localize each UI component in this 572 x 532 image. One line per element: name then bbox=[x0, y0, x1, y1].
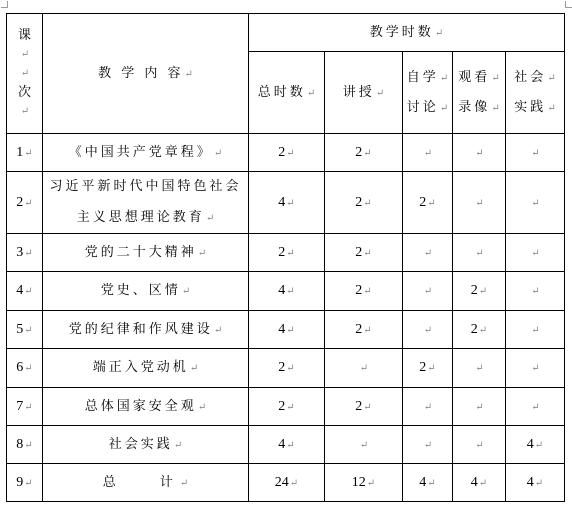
lecture-cell: 2↵ bbox=[325, 388, 403, 426]
social-practice-cell: 4↵ bbox=[506, 464, 565, 502]
social-practice-header: 社会↵ 实践↵ bbox=[506, 52, 565, 134]
lecture-header: 讲授↵ bbox=[325, 52, 403, 134]
social-practice-cell: ↵ bbox=[506, 234, 565, 272]
social-practice-cell: ↵ bbox=[506, 272, 565, 311]
lesson-number-cell: 9↵ bbox=[7, 464, 43, 502]
lesson-number-cell: 2↵ bbox=[7, 172, 43, 234]
hours-group-header: 教学时数↵ bbox=[249, 14, 565, 52]
lecture-cell: ↵ bbox=[325, 349, 403, 388]
lecture-cell: 2↵ bbox=[325, 311, 403, 349]
self-study-cell: ↵ bbox=[403, 388, 453, 426]
content-cell: 党的二十大精神↵ bbox=[43, 234, 249, 272]
total-hours-cell: 4↵ bbox=[249, 426, 325, 464]
social-practice-cell: 4↵ bbox=[506, 426, 565, 464]
self-study-cell: ↵ bbox=[403, 426, 453, 464]
video-cell: ↵ bbox=[453, 349, 506, 388]
lesson-number-cell: 1↵ bbox=[7, 134, 43, 172]
total-hours-cell: 4↵ bbox=[249, 272, 325, 311]
table-row bbox=[7, 234, 565, 272]
video-cell: ↵ bbox=[453, 134, 506, 172]
lecture-cell: 2↵ bbox=[325, 272, 403, 311]
header-row bbox=[7, 14, 565, 52]
lesson-number-cell: 3↵ bbox=[7, 234, 43, 272]
page-corner-mark bbox=[1, 1, 8, 8]
self-study-cell: 2↵ bbox=[403, 349, 453, 388]
total-hours-cell: 2↵ bbox=[249, 234, 325, 272]
self-study-cell: 2↵ bbox=[403, 172, 453, 234]
table-row bbox=[7, 464, 565, 502]
total-hours-cell: 2↵ bbox=[249, 349, 325, 388]
table-row bbox=[7, 349, 565, 388]
total-hours-cell: 2↵ bbox=[249, 134, 325, 172]
total-hours-cell: 4↵ bbox=[249, 172, 325, 234]
content-cell: 《中国共产党章程》↵ bbox=[43, 134, 249, 172]
total-hours-cell: 24↵ bbox=[249, 464, 325, 502]
table-row bbox=[7, 426, 565, 464]
total-hours-cell: 4↵ bbox=[249, 311, 325, 349]
content-cell: 端正入党动机↵ bbox=[43, 349, 249, 388]
teaching-hours-table bbox=[6, 13, 565, 502]
video-header: 观看↵ 录像↵ bbox=[453, 52, 506, 134]
video-cell: 4↵ bbox=[453, 464, 506, 502]
content-cell: 党史、区情↵ bbox=[43, 272, 249, 311]
lesson-number-cell: 8↵ bbox=[7, 426, 43, 464]
total-hours-header: 总时数↵ bbox=[249, 52, 325, 134]
video-cell: ↵ bbox=[453, 426, 506, 464]
content-cell: 习近平新时代中国特色社会 主义思想理论教育↵ bbox=[43, 172, 249, 234]
social-practice-cell: ↵ bbox=[506, 172, 565, 234]
table-row bbox=[7, 172, 565, 234]
social-practice-cell: ↵ bbox=[506, 388, 565, 426]
lesson-number-cell: 6↵ bbox=[7, 349, 43, 388]
total-hours-cell: 2↵ bbox=[249, 388, 325, 426]
video-cell: ↵ bbox=[453, 388, 506, 426]
table-row bbox=[7, 388, 565, 426]
table-row bbox=[7, 272, 565, 311]
self-study-cell: ↵ bbox=[403, 134, 453, 172]
lesson-number-cell: 7↵ bbox=[7, 388, 43, 426]
video-cell: 2↵ bbox=[453, 272, 506, 311]
content-cell: 党的纪律和作风建设↵ bbox=[43, 311, 249, 349]
table-row bbox=[7, 134, 565, 172]
total-label-cell: 总 计↵ bbox=[43, 464, 249, 502]
self-study-header: 自学↵ 讨论↵ bbox=[403, 52, 453, 134]
lecture-cell: 12↵ bbox=[325, 464, 403, 502]
social-practice-cell: ↵ bbox=[506, 134, 565, 172]
self-study-cell: ↵ bbox=[403, 234, 453, 272]
table-row bbox=[7, 311, 565, 349]
social-practice-cell: ↵ bbox=[506, 311, 565, 349]
video-cell: 2↵ bbox=[453, 311, 506, 349]
social-practice-cell: ↵ bbox=[506, 349, 565, 388]
video-cell: ↵ bbox=[453, 234, 506, 272]
lecture-cell: 2↵ bbox=[325, 134, 403, 172]
lesson-number-header: 课 ↵ ↵ 次 ↵ bbox=[7, 14, 43, 134]
lecture-cell: ↵ bbox=[325, 426, 403, 464]
page-corner-mark bbox=[565, 1, 572, 8]
self-study-cell: 4↵ bbox=[403, 464, 453, 502]
lesson-number-cell: 5↵ bbox=[7, 311, 43, 349]
self-study-cell: ↵ bbox=[403, 311, 453, 349]
lecture-cell: 2↵ bbox=[325, 234, 403, 272]
self-study-cell: ↵ bbox=[403, 272, 453, 311]
content-header: 教 学 内 容↵ bbox=[43, 14, 249, 134]
video-cell: ↵ bbox=[453, 172, 506, 234]
content-cell: 总体国家安全观↵ bbox=[43, 388, 249, 426]
content-cell: 社会实践↵ bbox=[43, 426, 249, 464]
lecture-cell: 2↵ bbox=[325, 172, 403, 234]
lesson-number-cell: 4↵ bbox=[7, 272, 43, 311]
